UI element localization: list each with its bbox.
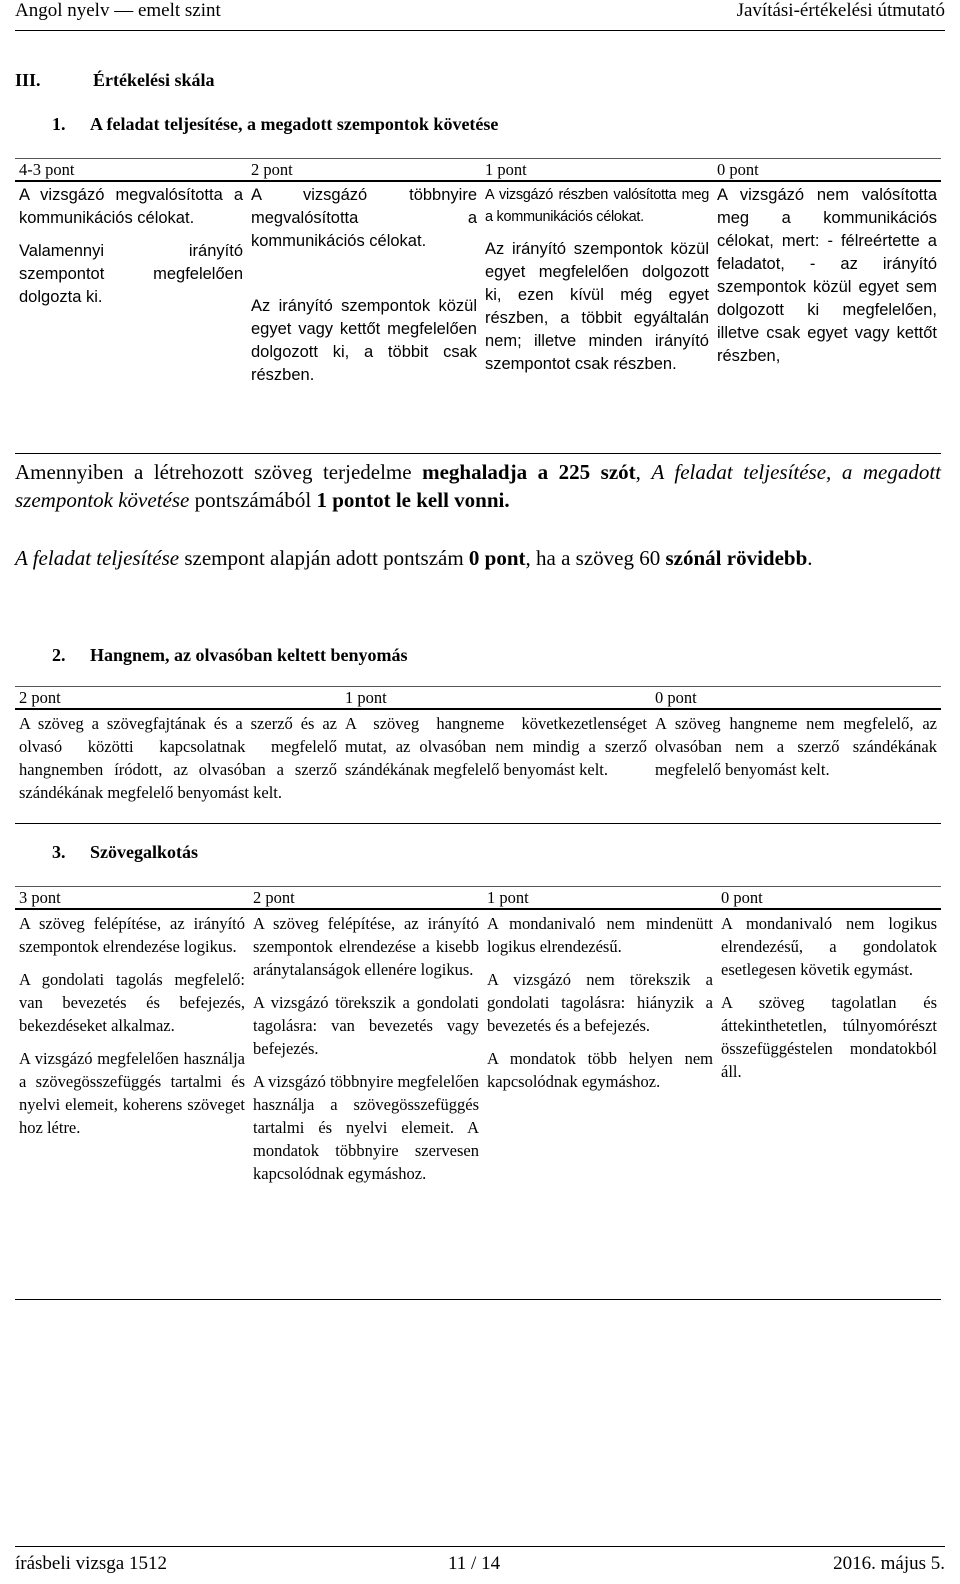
note-text: .: [807, 546, 813, 570]
descriptor-text: A szöveg a szövegfajtának és a szerző és az olvasó közötti kapcsolatnak megfelelő hangnemben íródott, az olvasóban a szerző szándékának megfelelő benyomást kelt.: [19, 714, 337, 802]
short-text-note: [15, 544, 941, 572]
descriptor-text: A vizsgázó részben valósította meg a kommunikációs célokat.: [485, 187, 709, 225]
descriptor-text: Az irányító szempontok közül egyet megfelelően dolgozott ki, ezen kívül még egyet részben, a többit egyáltalán nem; illetve minden irányító szempontot csak részben.: [485, 240, 709, 373]
descriptor-cell: [481, 181, 713, 453]
criterion-2-heading: [52, 645, 408, 666]
note-text: , ha a szöveg 60: [525, 546, 666, 570]
criterion-1-table: [15, 158, 941, 454]
descriptor-text: A szöveg hangneme nem megfelelő, az olvasóban nem a szerző szándékának megfelelő benyomást kelt.: [655, 714, 937, 779]
score-header: 0 pont: [713, 159, 941, 182]
note-text: Amennyiben a létrehozott szöveg terjedelme: [15, 460, 423, 484]
score-header: 2 pont: [247, 159, 481, 182]
criterion-1-title: A feladat teljesítése, a megadott szempontok követése: [90, 114, 499, 134]
note-criterion-name: A feladat teljesítése: [15, 546, 180, 570]
criterion-2-title: Hangnem, az olvasóban keltett benyomás: [90, 645, 408, 665]
criterion-3-number: 3.: [52, 842, 66, 862]
descriptor-text: A vizsgázó törekszik a gondolati tagolásra: van bevezetés vagy befejezés.: [253, 993, 479, 1058]
footer-page-number: 11 / 14: [448, 1553, 501, 1574]
descriptor-cell: [15, 909, 249, 1299]
descriptor-text: A vizsgázó nem valósította meg a kommunikációs célokat, mert: - félreértette a feladatot, - az irányító szempontok közül egyet sem dolgozott ki megfelelően, illetve csak egyet vagy kettőt részben,: [717, 186, 937, 365]
page-footer: [15, 1546, 945, 1583]
score-header: 2 pont: [249, 887, 483, 910]
descriptor-text: A szöveg tagolatlan és áttekinthetetlen, túlnyomórészt összefüggéstelen mondatokból áll.: [721, 993, 937, 1081]
score-header-row: [15, 887, 941, 910]
descriptor-cell: [341, 709, 651, 823]
header-doc-type: Javítási-értékelési útmutató: [736, 0, 945, 21]
note-emphasis: 0 pont: [468, 546, 526, 570]
descriptor-row: [15, 181, 941, 453]
note-emphasis: meghaladja a 225 szót: [422, 460, 636, 484]
criterion-1-number: 1.: [52, 114, 66, 134]
note-criterion-name: A feladat teljesítése, a megadott szempontok követése: [15, 460, 941, 512]
descriptor-cell: [15, 181, 247, 453]
criterion-2-number: 2.: [52, 645, 66, 665]
descriptor-text: A vizsgázó többnyire megfelelően használja a szövegösszefüggés tartalmi és nyelvi elemeit. A mondatok többnyire szervesen kapcsolódnak egymáshoz.: [253, 1072, 479, 1183]
note-text: pontszámából: [189, 488, 317, 512]
descriptor-cell: [483, 909, 717, 1299]
score-header-row: [15, 159, 941, 182]
length-penalty-note: [15, 458, 941, 514]
descriptor-text: A vizsgázó megvalósította a kommunikációs célokat.: [19, 186, 243, 227]
score-header: 0 pont: [651, 687, 941, 710]
descriptor-cell: [247, 181, 481, 453]
header-subject: Angol nyelv — emelt szint: [15, 0, 221, 21]
descriptor-text: A vizsgázó többnyire megvalósította a kommunikációs célokat.: [251, 186, 477, 250]
descriptor-text: A vizsgázó nem törekszik a gondolati tagolásra: hiányzik a bevezetés és a befejezés.: [487, 970, 713, 1035]
note-emphasis: szónál rövidebb: [665, 546, 808, 570]
descriptor-text: A szöveg felépítése, az irányító szempontok elrendezése a kisebb aránytalanságok ellenére logikus.: [253, 914, 479, 979]
score-header: 0 pont: [717, 887, 941, 910]
score-header: 4-3 pont: [15, 159, 247, 182]
descriptor-text: A szöveg felépítése, az irányító szempontok elrendezése logikus.: [19, 914, 245, 956]
criterion-3-table: [15, 886, 941, 1300]
note-emphasis: 1 pontot le kell vonni.: [316, 488, 510, 512]
descriptor-cell: [249, 909, 483, 1299]
descriptor-text: Az irányító szempontok közül egyet vagy kettőt megfelelően dolgozott ki, a többit csak részben.: [251, 297, 477, 384]
score-header: 1 pont: [483, 887, 717, 910]
note-text: ,: [635, 460, 652, 484]
section-title: Értékelési skála: [93, 70, 215, 90]
score-header: 1 pont: [341, 687, 651, 710]
criterion-1-heading: [52, 114, 498, 135]
criterion-3-title: Szövegalkotás: [90, 842, 198, 862]
criterion-3-heading: [52, 842, 198, 863]
criterion-2-table: [15, 686, 941, 824]
descriptor-cell: [15, 709, 341, 823]
page-header: [15, 0, 945, 31]
note-text: szempont alapján adott pontszám: [179, 546, 469, 570]
descriptor-cell: [713, 181, 941, 453]
descriptor-text: A szöveg hangneme következetlenséget mutat, az olvasóban nem mindig a szerző szándékának megfelelő benyomást kelt.: [345, 714, 647, 779]
descriptor-text: A mondatok több helyen nem kapcsolódnak egymáshoz.: [487, 1049, 713, 1091]
descriptor-text: Valamennyi irányító szempontot megfelelően dolgozta ki.: [19, 242, 243, 306]
descriptor-cell: [717, 909, 941, 1299]
descriptor-text: A mondanivaló nem logikus elrendezésű, a gondolatok esetlegesen követik egymást.: [721, 914, 937, 979]
descriptor-text: A gondolati tagolás megfelelő: van bevezetés és befejezés, bekezdéseket alkalmaz.: [19, 970, 245, 1035]
section-number: III.: [15, 70, 41, 90]
section-heading: [15, 70, 215, 91]
score-header: 2 pont: [15, 687, 341, 710]
score-header: 1 pont: [481, 159, 713, 182]
score-header-row: [15, 687, 941, 710]
descriptor-text: A mondanivaló nem mindenütt logikus elrendezésű.: [487, 914, 713, 956]
footer-exam-id: írásbeli vizsga 1512: [15, 1553, 167, 1574]
descriptor-text: A vizsgázó megfelelően használja a szövegösszefüggés tartalmi és nyelvi elemeit, koherens szöveget hoz létre.: [19, 1049, 245, 1137]
descriptor-row: [15, 909, 941, 1299]
footer-date: 2016. május 5.: [833, 1553, 945, 1574]
descriptor-row: [15, 709, 941, 823]
descriptor-cell: [651, 709, 941, 823]
score-header: 3 pont: [15, 887, 249, 910]
